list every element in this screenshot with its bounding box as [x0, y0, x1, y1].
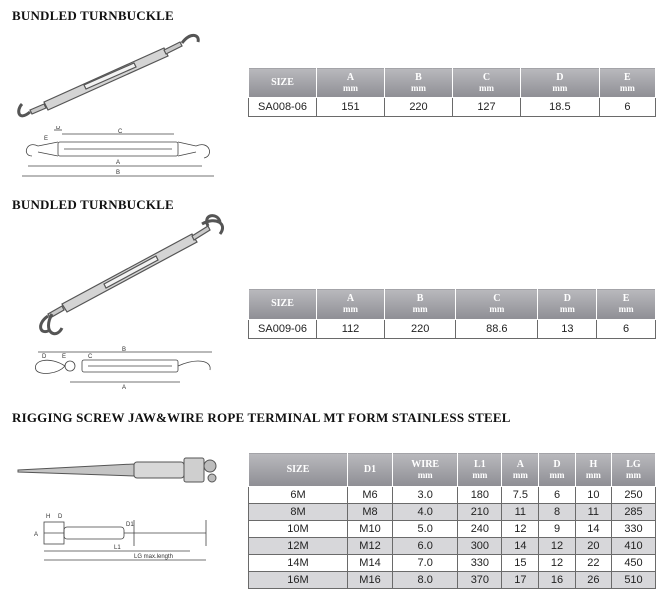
diagram-2-label-c: C: [88, 354, 93, 360]
rigging-screw-photo: [14, 448, 234, 492]
diagram-3-label-h: H: [46, 514, 51, 520]
header-a: A mm: [317, 289, 385, 320]
diagram-1-label-b: B: [116, 170, 121, 176]
table-row: SA008-06 151 220 127 18.5 6: [249, 98, 656, 117]
section-1-title: BUNDLED TURNBUCKLE: [12, 8, 174, 23]
section-3-title: RIGGING SCREW JAW&WIRE ROPE TERMINAL MT FORM STAINLESS STEEL: [12, 410, 511, 425]
table-row: 8M M8 4.0 210 11 8 11 285: [249, 504, 656, 521]
header-d: D mm: [521, 68, 600, 98]
turnbuckle-diagram-2: [30, 346, 220, 390]
diagram-3-label-a: A: [34, 532, 39, 538]
diagram-2-label-a: A: [122, 385, 127, 390]
table-row: 14M M14 7.0 330 15 12 22 450: [249, 555, 656, 572]
diagram-1-label-e: E: [44, 136, 49, 142]
header-e: E mm: [599, 68, 655, 98]
header-lg: LG mm: [612, 453, 656, 487]
rigging-screw-diagram: [30, 508, 220, 564]
header-c: C mm: [453, 68, 521, 98]
header-a: A mm: [317, 68, 385, 98]
table-row: 16M M16 8.0 370 17 16 26 510: [249, 572, 656, 589]
header-size: SIZE: [249, 68, 317, 98]
header-d: D mm: [538, 289, 597, 320]
spec-table-3: [248, 452, 656, 589]
header-c: C mm: [456, 289, 538, 320]
header-b: B mm: [385, 289, 456, 320]
diagram-2-label-e: E: [62, 354, 67, 360]
table-header-row: [249, 289, 656, 320]
header-wire: WIRE mm: [393, 453, 458, 487]
table-row: 10M M10 5.0 240 12 9 14 330: [249, 521, 656, 538]
diagram-3-label-d1: D1: [126, 522, 134, 528]
header-d1: D1: [348, 453, 393, 487]
table-header-row: [249, 453, 656, 487]
turnbuckle-diagram-1: [18, 126, 218, 182]
diagram-1-label-d: D: [56, 126, 61, 131]
diagram-3-label-lg: LG max.length: [134, 554, 174, 560]
diagram-3-label-d: D: [58, 514, 63, 520]
header-e: E mm: [597, 289, 656, 320]
table-row: SA009-06 112 220 88.6 13 6: [249, 320, 656, 339]
header-size: SIZE: [249, 289, 317, 320]
diagram-1-label-c: C: [118, 129, 123, 135]
header-d: D mm: [539, 453, 575, 487]
turnbuckle-photo-1: [14, 30, 204, 120]
diagram-2-label-b: B: [122, 347, 127, 353]
diagram-3-label-l1: L1: [114, 545, 121, 551]
diagram-1-label-a: A: [116, 160, 121, 166]
header-size: SIZE: [249, 453, 348, 487]
table-row: 12M M12 6.0 300 14 12 20 410: [249, 538, 656, 555]
header-h: H mm: [575, 453, 611, 487]
table-row: 6M M6 3.0 180 7.5 6 10 250: [249, 487, 656, 504]
header-l1: L1 mm: [458, 453, 502, 487]
header-b: B mm: [385, 68, 453, 98]
turnbuckle-photo-2: [32, 212, 232, 342]
diagram-2-label-d: D: [42, 354, 47, 360]
table-header-row: [249, 68, 656, 98]
spec-table-2: [248, 288, 656, 339]
spec-table-1: [248, 67, 656, 117]
header-a: A mm: [502, 453, 539, 487]
section-2-title: BUNDLED TURNBUCKLE: [12, 197, 174, 212]
